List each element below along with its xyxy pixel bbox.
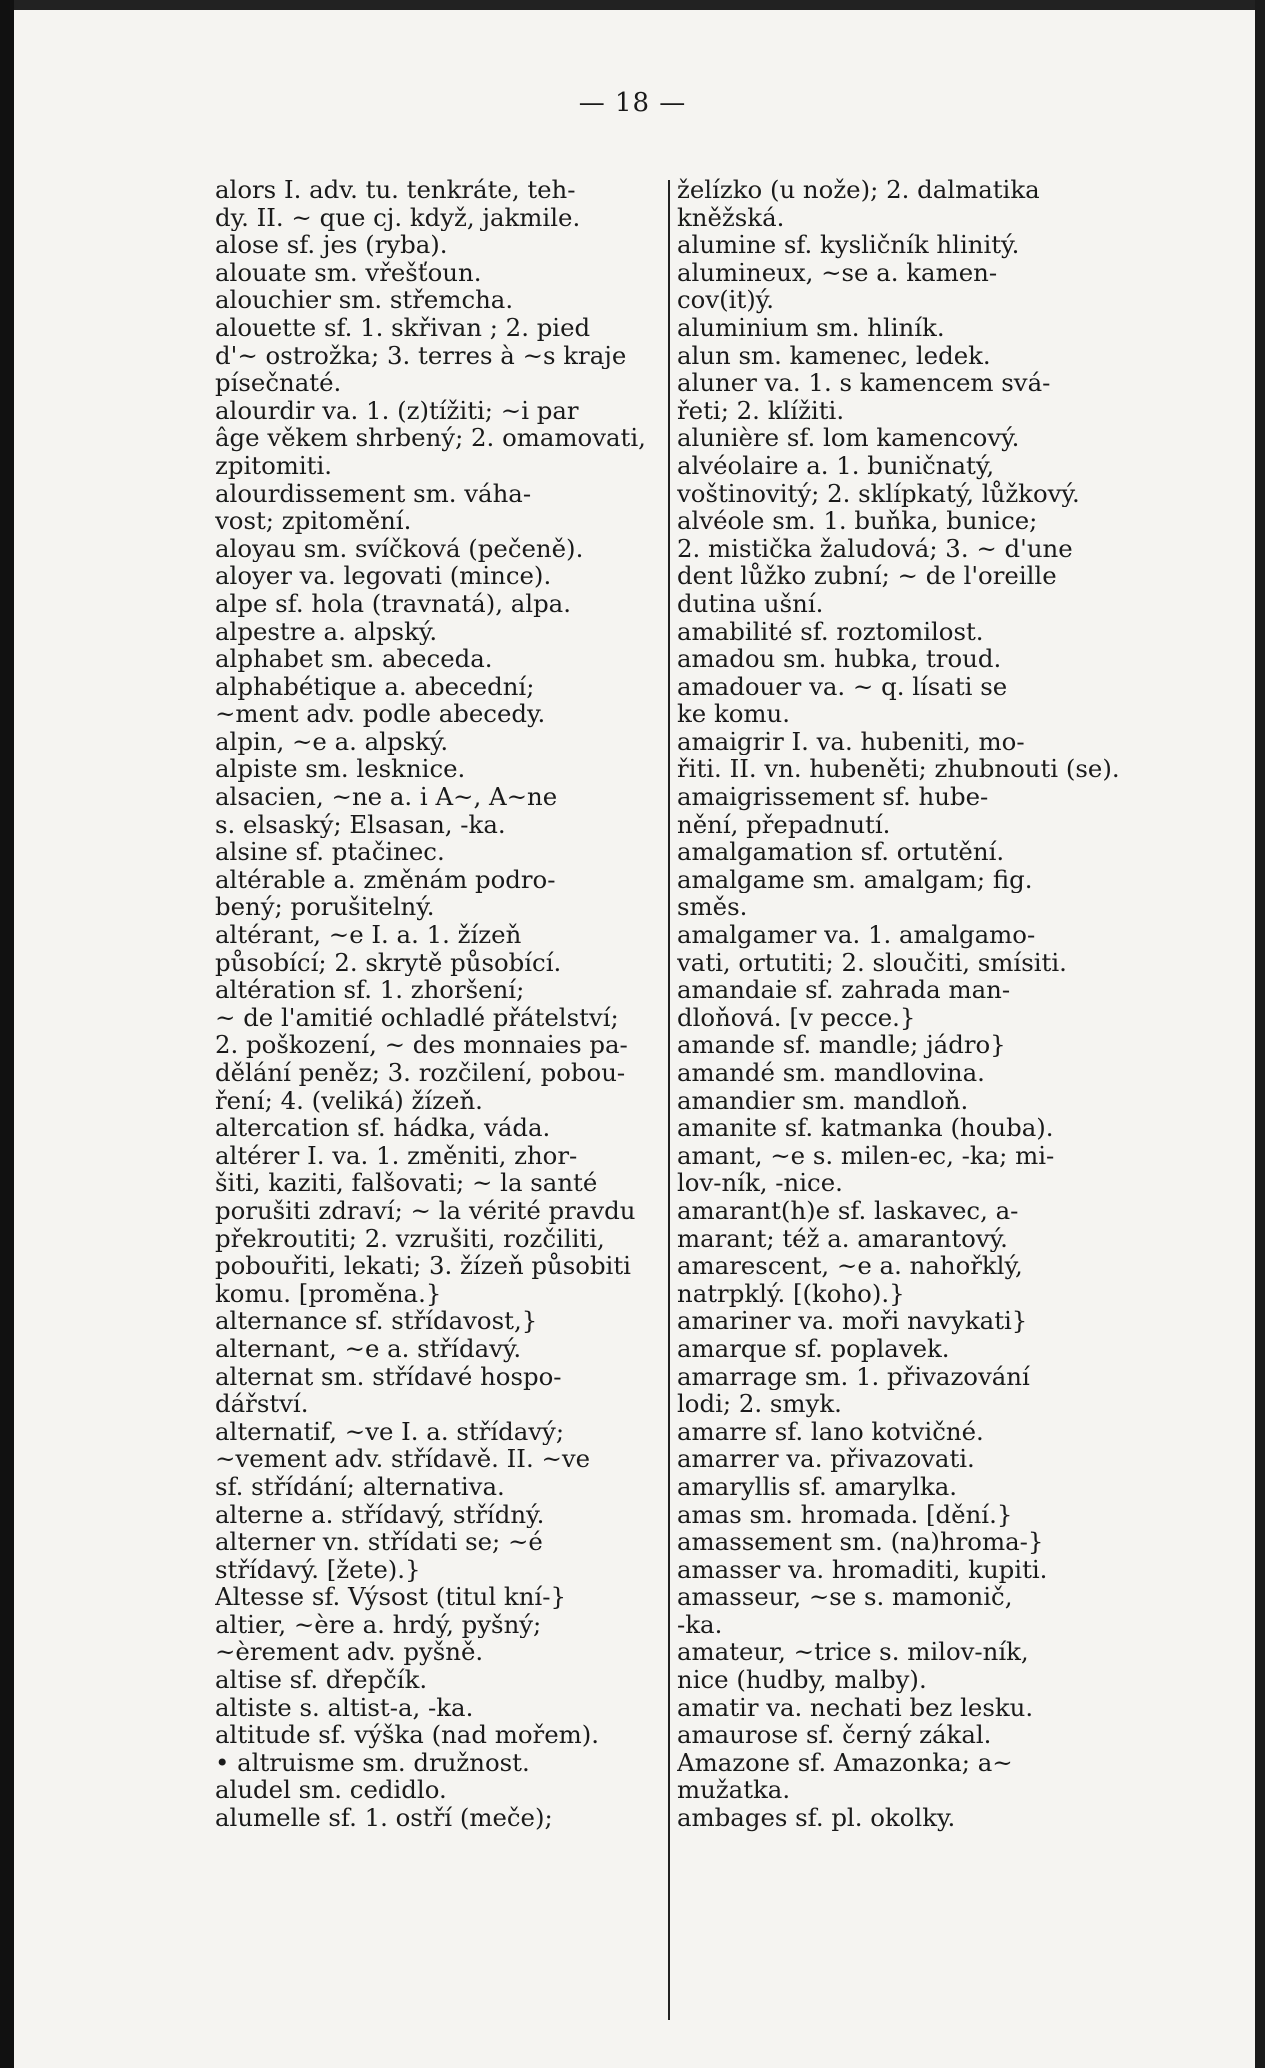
entry-line: alourdissement sm. váha- <box>215 479 532 508</box>
entry-line: • altruisme sm. družnost. <box>215 1748 530 1777</box>
entry-line: šiti, kaziti, falšovati; ~ la santé <box>215 1169 598 1197</box>
entry-line: amateur, ~trice s. milov-ník, <box>677 1638 1029 1667</box>
entry-line: amande sf. mandle; jádro} <box>677 1031 1006 1059</box>
entry-line: dent lůžko zubní; ~ de l'oreille <box>677 562 1057 590</box>
entry-line: ~èrement adv. pyšně. <box>215 1638 484 1667</box>
entry-line: alumineux, ~se a. kamen- <box>677 258 998 287</box>
entry-line: ~vement adv. střídavě. II. ~ve <box>215 1445 591 1473</box>
entry-line: amadou sm. hubka, troud. <box>677 645 1002 673</box>
entry-line: amant, ~e s. milen-ec, -ka; mi- <box>677 1141 1055 1170</box>
entry-line: 2. mistička žaludová; 3. ~ d'une <box>677 534 1073 563</box>
entry-line: alumelle sf. 1. ostří (meče); <box>215 1804 553 1832</box>
entry-line: alphabétique a. abecední; <box>215 672 535 701</box>
entry-line: amarre sf. lano kotvičné. <box>677 1417 984 1446</box>
entry-line: alumine sf. kysličník hlinitý. <box>677 231 1020 259</box>
entry-line: altercation sf. hádka, váda. <box>215 1114 551 1142</box>
entry-line: amabilité sf. roztomilost. <box>677 617 984 646</box>
entry-line: amandier sm. mandloň. <box>677 1086 969 1115</box>
entry-line: cov(it)ý. <box>677 286 775 314</box>
entry-line: dutina ušní. <box>677 589 824 618</box>
entry-line: lodi; 2. smyk. <box>677 1390 842 1418</box>
column-divider <box>668 180 670 2020</box>
entry-line: amas sm. hromada. [dění.} <box>677 1500 1013 1529</box>
entry-line: amasser va. hromaditi, kupiti. <box>677 1555 1048 1584</box>
entry-line: dělání peněz; 3. rozčilení, pobou- <box>215 1059 626 1087</box>
entry-line: řiti. II. vn. hubeněti; zhubnouti (se). <box>677 755 1120 784</box>
entry-line: alourdir va. 1. (z)tížiti; ~i par <box>215 396 579 425</box>
entry-line: pobouřiti, lekati; 3. žízeň působiti <box>215 1252 631 1280</box>
page-number: — 18 — <box>578 88 687 118</box>
entry-line: komu. [proměna.} <box>215 1279 442 1308</box>
entry-line: amariner va. moři navykati} <box>677 1307 1028 1335</box>
entry-line: Altesse sf. Výsost (titul kní-} <box>215 1583 566 1611</box>
entry-line: Amazone sf. Amazonka; a~ <box>677 1748 1013 1777</box>
entry-line: alpe sf. hola (travnatá), alpa. <box>215 589 571 618</box>
entry-line: bený; porušitelný. <box>215 893 435 922</box>
entry-line: altier, ~ère a. hrdý, pyšný; <box>215 1610 542 1639</box>
entry-line: nice (hudby, malby). <box>677 1666 927 1694</box>
entry-line: alouette sf. 1. skřivan ; 2. pied <box>215 313 591 342</box>
entry-line: amarrer va. přivazovati. <box>677 1445 975 1473</box>
entry-line: želízko (u nože); 2. dalmatika <box>677 176 1040 204</box>
entry-line: překroutiti; 2. vzrušiti, rozčiliti, <box>215 1224 605 1253</box>
entry-line: řeti; 2. klížiti. <box>677 396 845 425</box>
entry-line: altitude sf. výška (nad mořem). <box>215 1721 600 1749</box>
entry-line: dářství. <box>215 1390 309 1418</box>
entry-line: alouchier sm. střemcha. <box>215 286 514 314</box>
entry-line: ambages sf. pl. okolky. <box>677 1804 956 1832</box>
entry-line: alsine sf. ptačinec. <box>215 838 445 866</box>
entry-line: voštinovitý; 2. sklípkatý, lůžkový. <box>677 479 1080 508</box>
entry-line: alun sm. kamenec, ledek. <box>677 341 991 370</box>
entry-line: ke komu. <box>677 700 791 728</box>
entry-line: alose sf. jes (ryba). <box>215 231 448 259</box>
entry-line: altiste s. altist-a, -ka. <box>215 1693 474 1722</box>
entry-line: alors I. adv. tu. tenkráte, teh- <box>215 176 576 204</box>
entry-line: amarant(h)e sf. laskavec, a- <box>677 1196 1019 1225</box>
entry-line: dloňová. [v pecce.} <box>677 1003 916 1032</box>
entry-line: alterner vn. střídati se; ~é <box>215 1528 543 1556</box>
right-column <box>677 176 1163 2026</box>
entry-line: porušiti zdraví; ~ la vérité pravdu <box>215 1196 636 1225</box>
entry-line: natrpklý. [(koho).} <box>677 1279 905 1308</box>
entry-line: aludel sm. cedidlo. <box>215 1776 447 1805</box>
entry-line: amassement sm. (na)hroma-} <box>677 1528 1044 1556</box>
entry-line: střídavý. [žete).} <box>215 1555 421 1584</box>
entry-line: amaryllis sf. amarylka. <box>677 1472 958 1501</box>
entry-line: altérer I. va. 1. změniti, zhor- <box>215 1141 578 1170</box>
entry-line: amanite sf. katmanka (houba). <box>677 1114 1054 1142</box>
entry-line: amalgamer va. 1. amalgamo- <box>677 921 1036 949</box>
entry-line: vati, ortutiti; 2. sloučiti, smísiti. <box>677 948 1067 977</box>
entry-line: amandé sm. mandlovina. <box>677 1059 985 1087</box>
entry-line: amatir va. nechati bez lesku. <box>677 1693 1034 1722</box>
entry-line: lov-ník, -nice. <box>677 1169 843 1197</box>
entry-line: směs. <box>677 893 748 922</box>
entry-line: amarrage sm. 1. přivazování <box>677 1362 1030 1391</box>
entry-line: amandaie sf. zahrada man- <box>677 976 1011 1004</box>
entry-line: ~ de l'amitié ochladlé přátelství; <box>215 1003 619 1032</box>
entry-line: alphabet sm. abeceda. <box>215 645 493 673</box>
entry-line: alpestre a. alpský. <box>215 617 438 646</box>
entry-line: 2. poškození, ~ des monnaies pa- <box>215 1031 628 1059</box>
entry-line: altération sf. 1. zhoršení; <box>215 976 525 1004</box>
entry-line: altise sf. dřepčík. <box>215 1666 428 1694</box>
entry-line: d'~ ostrožka; 3. terres à ~s kraje <box>215 341 627 370</box>
entry-line: ření; 4. (veliká) žízeň. <box>215 1086 483 1115</box>
entry-line: sf. střídání; alternativa. <box>215 1472 505 1501</box>
left-column <box>215 176 659 2026</box>
entry-line: aluner va. 1. s kamencem svá- <box>677 369 1051 397</box>
entry-line: alternant, ~e a. střídavý. <box>215 1334 522 1363</box>
entry-line: alterne a. střídavý, střídný. <box>215 1500 545 1529</box>
entry-line: alvéolaire a. 1. buničnatý, <box>677 451 995 480</box>
entry-line: písečnaté. <box>215 369 342 397</box>
scan-top-edge <box>0 0 1265 10</box>
entry-line: amasseur, ~se s. mamonič, <box>677 1583 1013 1611</box>
entry-line: nění, přepadnutí. <box>677 810 891 839</box>
entry-line: alpin, ~e a. alpský. <box>215 727 449 756</box>
entry-line: amaigrir I. va. hubeniti, mo- <box>677 727 1025 756</box>
entry-line: amadouer va. ~ q. lísati se <box>677 672 1008 701</box>
entry-line: alvéole sm. 1. buňka, bunice; <box>677 507 1038 535</box>
entry-line: alunière sf. lom kamencový. <box>677 424 1020 452</box>
entry-line: alternat sm. střídavé hospo- <box>215 1362 562 1391</box>
entry-line: amaurose sf. černý zákal. <box>677 1721 992 1749</box>
entry-line: mužatka. <box>677 1776 791 1805</box>
entry-line: amaigrissement sf. hube- <box>677 783 989 811</box>
entry-line: alpiste sm. lesknice. <box>215 755 466 784</box>
entry-line: aloyer va. legovati (mince). <box>215 562 552 590</box>
entry-line: alternatif, ~ve I. a. střídavý; <box>215 1417 565 1446</box>
entry-line: kněžská. <box>677 203 785 232</box>
entry-line: amarque sf. poplavek. <box>677 1334 950 1363</box>
scan-right-edge <box>1255 0 1265 2068</box>
entry-line: aluminium sm. hliník. <box>677 313 945 342</box>
entry-line: alouate sm. vřešťoun. <box>215 258 482 287</box>
entry-line: vost; zpitomění. <box>215 507 412 535</box>
entry-line: âge věkem shrbený; 2. omamovati, <box>215 424 646 452</box>
entry-line: působící; 2. skrytě působící. <box>215 948 562 977</box>
entry-line: altérant, ~e I. a. 1. žízeň <box>215 921 522 949</box>
entry-line: amalgame sm. amalgam; fig. <box>677 865 1033 894</box>
entry-line: s. elsaský; Elsasan, -ka. <box>215 810 506 839</box>
entry-line: alternance sf. střídavost,} <box>215 1307 538 1335</box>
entry-line: amarescent, ~e a. nahořklý, <box>677 1252 1023 1280</box>
entry-line: amalgamation sf. ortutění. <box>677 838 1005 866</box>
entry-line: marant; též a. amarantový. <box>677 1224 1008 1253</box>
entry-line: zpitomiti. <box>215 451 333 480</box>
entry-line: altérable a. změnám podro- <box>215 865 556 894</box>
scan-left-edge <box>0 0 14 2068</box>
entry-line: ~ment adv. podle abecedy. <box>215 700 546 728</box>
entry-line: dy. II. ~ que cj. když, jakmile. <box>215 203 581 232</box>
entry-line: -ka. <box>677 1610 723 1639</box>
entry-line: aloyau sm. svíčková (pečeně). <box>215 534 584 563</box>
entry-line: alsacien, ~ne a. i A~, A~ne <box>215 783 558 811</box>
